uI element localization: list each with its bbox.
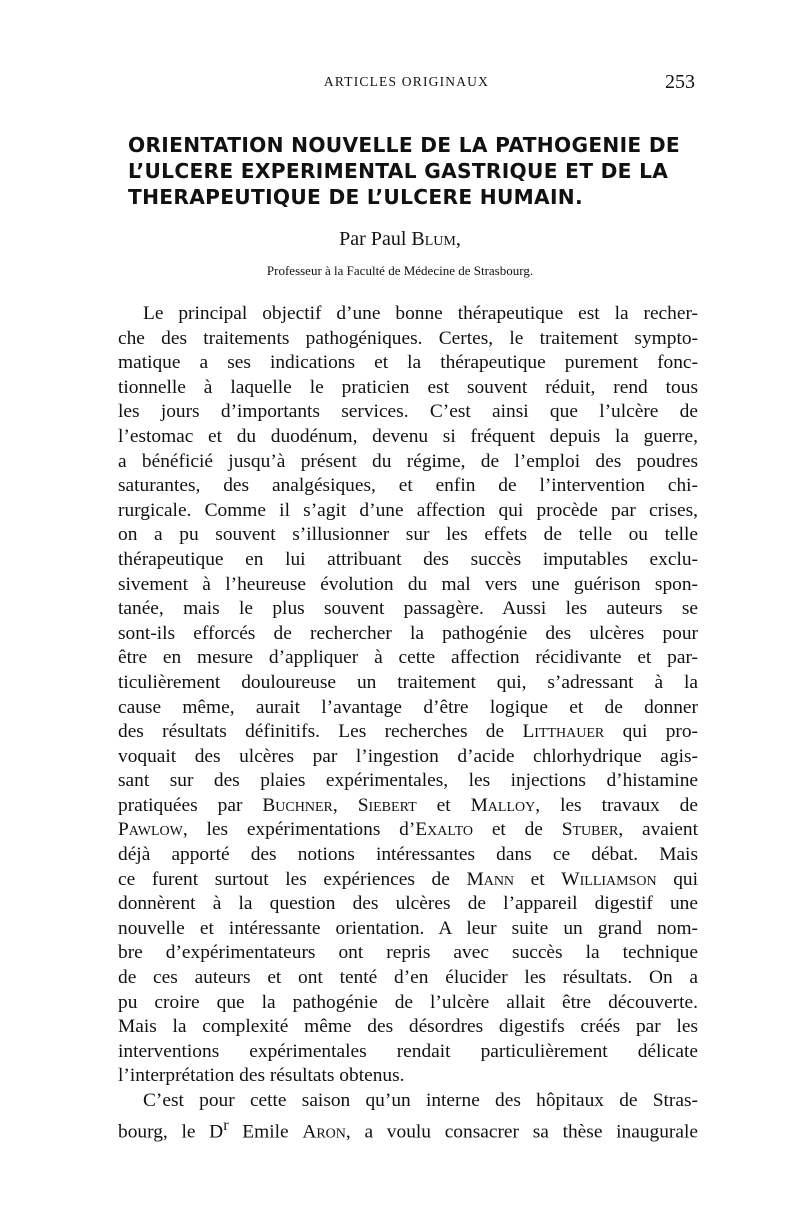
text-line: rurgicale. Comme il s’agit d’une affection qui procède par crises, xyxy=(118,499,698,521)
text-run: des résultats définitifs. Les recherches de xyxy=(118,721,523,743)
person-name: Stuber xyxy=(561,819,619,841)
text-line: l’interprétation des résultats obtenus. xyxy=(118,1065,405,1087)
person-name: Litthauer xyxy=(522,721,605,743)
person-name: Buchner xyxy=(262,794,333,816)
text-line: che des traitements pathogéniques. Certes, le traitement sympto- xyxy=(118,327,698,349)
text-line: sivement à l’heureuse évolution du mal vers une guérison spon- xyxy=(118,573,698,595)
text-line: Le principal objectif d’une bonne thérapeutique est la recher- xyxy=(143,303,698,324)
text-line: nouvelle et intéressante orientation. A leur suite un grand nom- xyxy=(118,917,698,939)
text-run: Emile xyxy=(228,1121,303,1143)
text-line: être en mesure d’appliquer à cette affection récidivante et par- xyxy=(118,647,698,669)
text-line: sant sur des plaies expérimentales, les injections d’histamine xyxy=(118,770,698,792)
text-line: pu croire que la pathogénie de l’ulcère allait être découverte. xyxy=(118,991,698,1013)
superscript: r xyxy=(223,1116,229,1134)
person-name: Aron xyxy=(302,1121,346,1143)
text-line: les jours d’importants services. C’est ainsi que l’ulcère de xyxy=(118,401,698,423)
text-line: donnèrent à la question des ulcères de l’appareil digestif une xyxy=(118,893,698,915)
text-run: , les expérimentations d’ xyxy=(182,819,416,841)
text-line: cause même, aurait l’avantage d’être logique et de donner xyxy=(118,696,698,718)
text-line: saturantes, des analgésiques, et enfin de l’intervention chi- xyxy=(118,475,698,497)
title-line: THERAPEUTIQUE DE L’ULCERE HUMAIN. xyxy=(128,185,583,209)
text-line: tanée, mais le plus souvent passagère. Aussi les auteurs se xyxy=(118,598,698,620)
text-line xyxy=(118,720,698,745)
author-name: Blum xyxy=(411,228,456,250)
text-line: sont-ils efforcés de rechercher la pathogénie des ulcères pour xyxy=(118,622,698,644)
text-run: , les travaux de xyxy=(535,794,698,816)
text-run: bourg, le D xyxy=(118,1121,224,1143)
person-name: Williamson xyxy=(561,868,657,890)
text-run: , xyxy=(332,794,358,816)
author-suffix: , xyxy=(455,228,461,250)
text-run: , a voulu consacrer sa thèse inaugurale xyxy=(345,1121,698,1143)
person-name: Malloy xyxy=(470,794,536,816)
person-name: Exalto xyxy=(415,819,474,841)
text-run: et xyxy=(514,868,562,890)
page-number: 253 xyxy=(665,71,695,93)
author-prefix: Par Paul xyxy=(339,228,412,250)
text-run: qui pro- xyxy=(604,721,699,743)
text-run: pratiquées par xyxy=(118,794,263,816)
text-line xyxy=(118,818,698,843)
person-name: Pawlow xyxy=(118,819,183,841)
person-name: Mann xyxy=(466,868,515,890)
text-line: a bénéficié jusqu’à présent du régime, de l’emploi des poudres xyxy=(118,450,698,472)
text-line: thérapeutique en lui attribuant des succès imputables exclu- xyxy=(118,548,698,570)
text-run: et xyxy=(416,794,471,816)
text-line: voquait des ulcères par l’ingestion d’acide chlorhydrique agis- xyxy=(118,745,698,767)
person-name: Siebert xyxy=(357,794,417,816)
page-header xyxy=(118,71,695,100)
title-line: L’ULCERE EXPERIMENTAL GASTRIQUE ET DE LA xyxy=(128,159,669,183)
text-line: matique a ses indications et la thérapeutique purement fonc- xyxy=(118,352,698,374)
text-line xyxy=(118,1114,698,1145)
text-line: tionnelle à laquelle le praticien est souvent réduit, rend tous xyxy=(118,376,698,398)
paragraph xyxy=(118,302,698,1089)
article-body xyxy=(118,302,698,1145)
text-line: de ces auteurs et ont tenté d’en élucider les résultats. On a xyxy=(118,967,698,989)
author-line xyxy=(0,228,800,251)
article-title xyxy=(128,132,698,210)
paragraph xyxy=(118,1089,698,1145)
title-line: ORIENTATION NOUVELLE DE LA PATHOGENIE DE xyxy=(128,133,680,157)
text-line: bre d’expérimentateurs ont repris avec succès la technique xyxy=(118,942,698,964)
author-affiliation: Professeur à la Faculté de Médecine de Strasbourg. xyxy=(266,263,534,278)
running-head: ARTICLES ORIGINAUX xyxy=(323,74,490,89)
text-line xyxy=(118,794,698,819)
text-line: ticulièrement douloureuse un traitement qui, s’adressant à la xyxy=(118,671,698,693)
text-line xyxy=(118,868,698,893)
text-run: et de xyxy=(473,819,562,841)
text-line: Mais la complexité même des désordres digestifs créés par les xyxy=(118,1016,698,1038)
text-line: C’est pour cette saison qu’un interne des hôpitaux de Stras- xyxy=(143,1090,698,1111)
text-run: qui xyxy=(656,868,698,890)
text-line: déjà apporté des notions intéressantes dans ce débat. Mais xyxy=(118,844,698,866)
text-line: l’estomac et du duodénum, devenu si fréquent depuis la guerre, xyxy=(118,425,698,447)
text-run: ce furent surtout les expériences de xyxy=(118,868,467,890)
text-run: , avaient xyxy=(618,819,698,841)
text-line: on a pu souvent s’illusionner sur les effets de telle ou telle xyxy=(118,524,698,546)
text-line: interventions expérimentales rendait particulièrement délicate xyxy=(118,1040,698,1062)
